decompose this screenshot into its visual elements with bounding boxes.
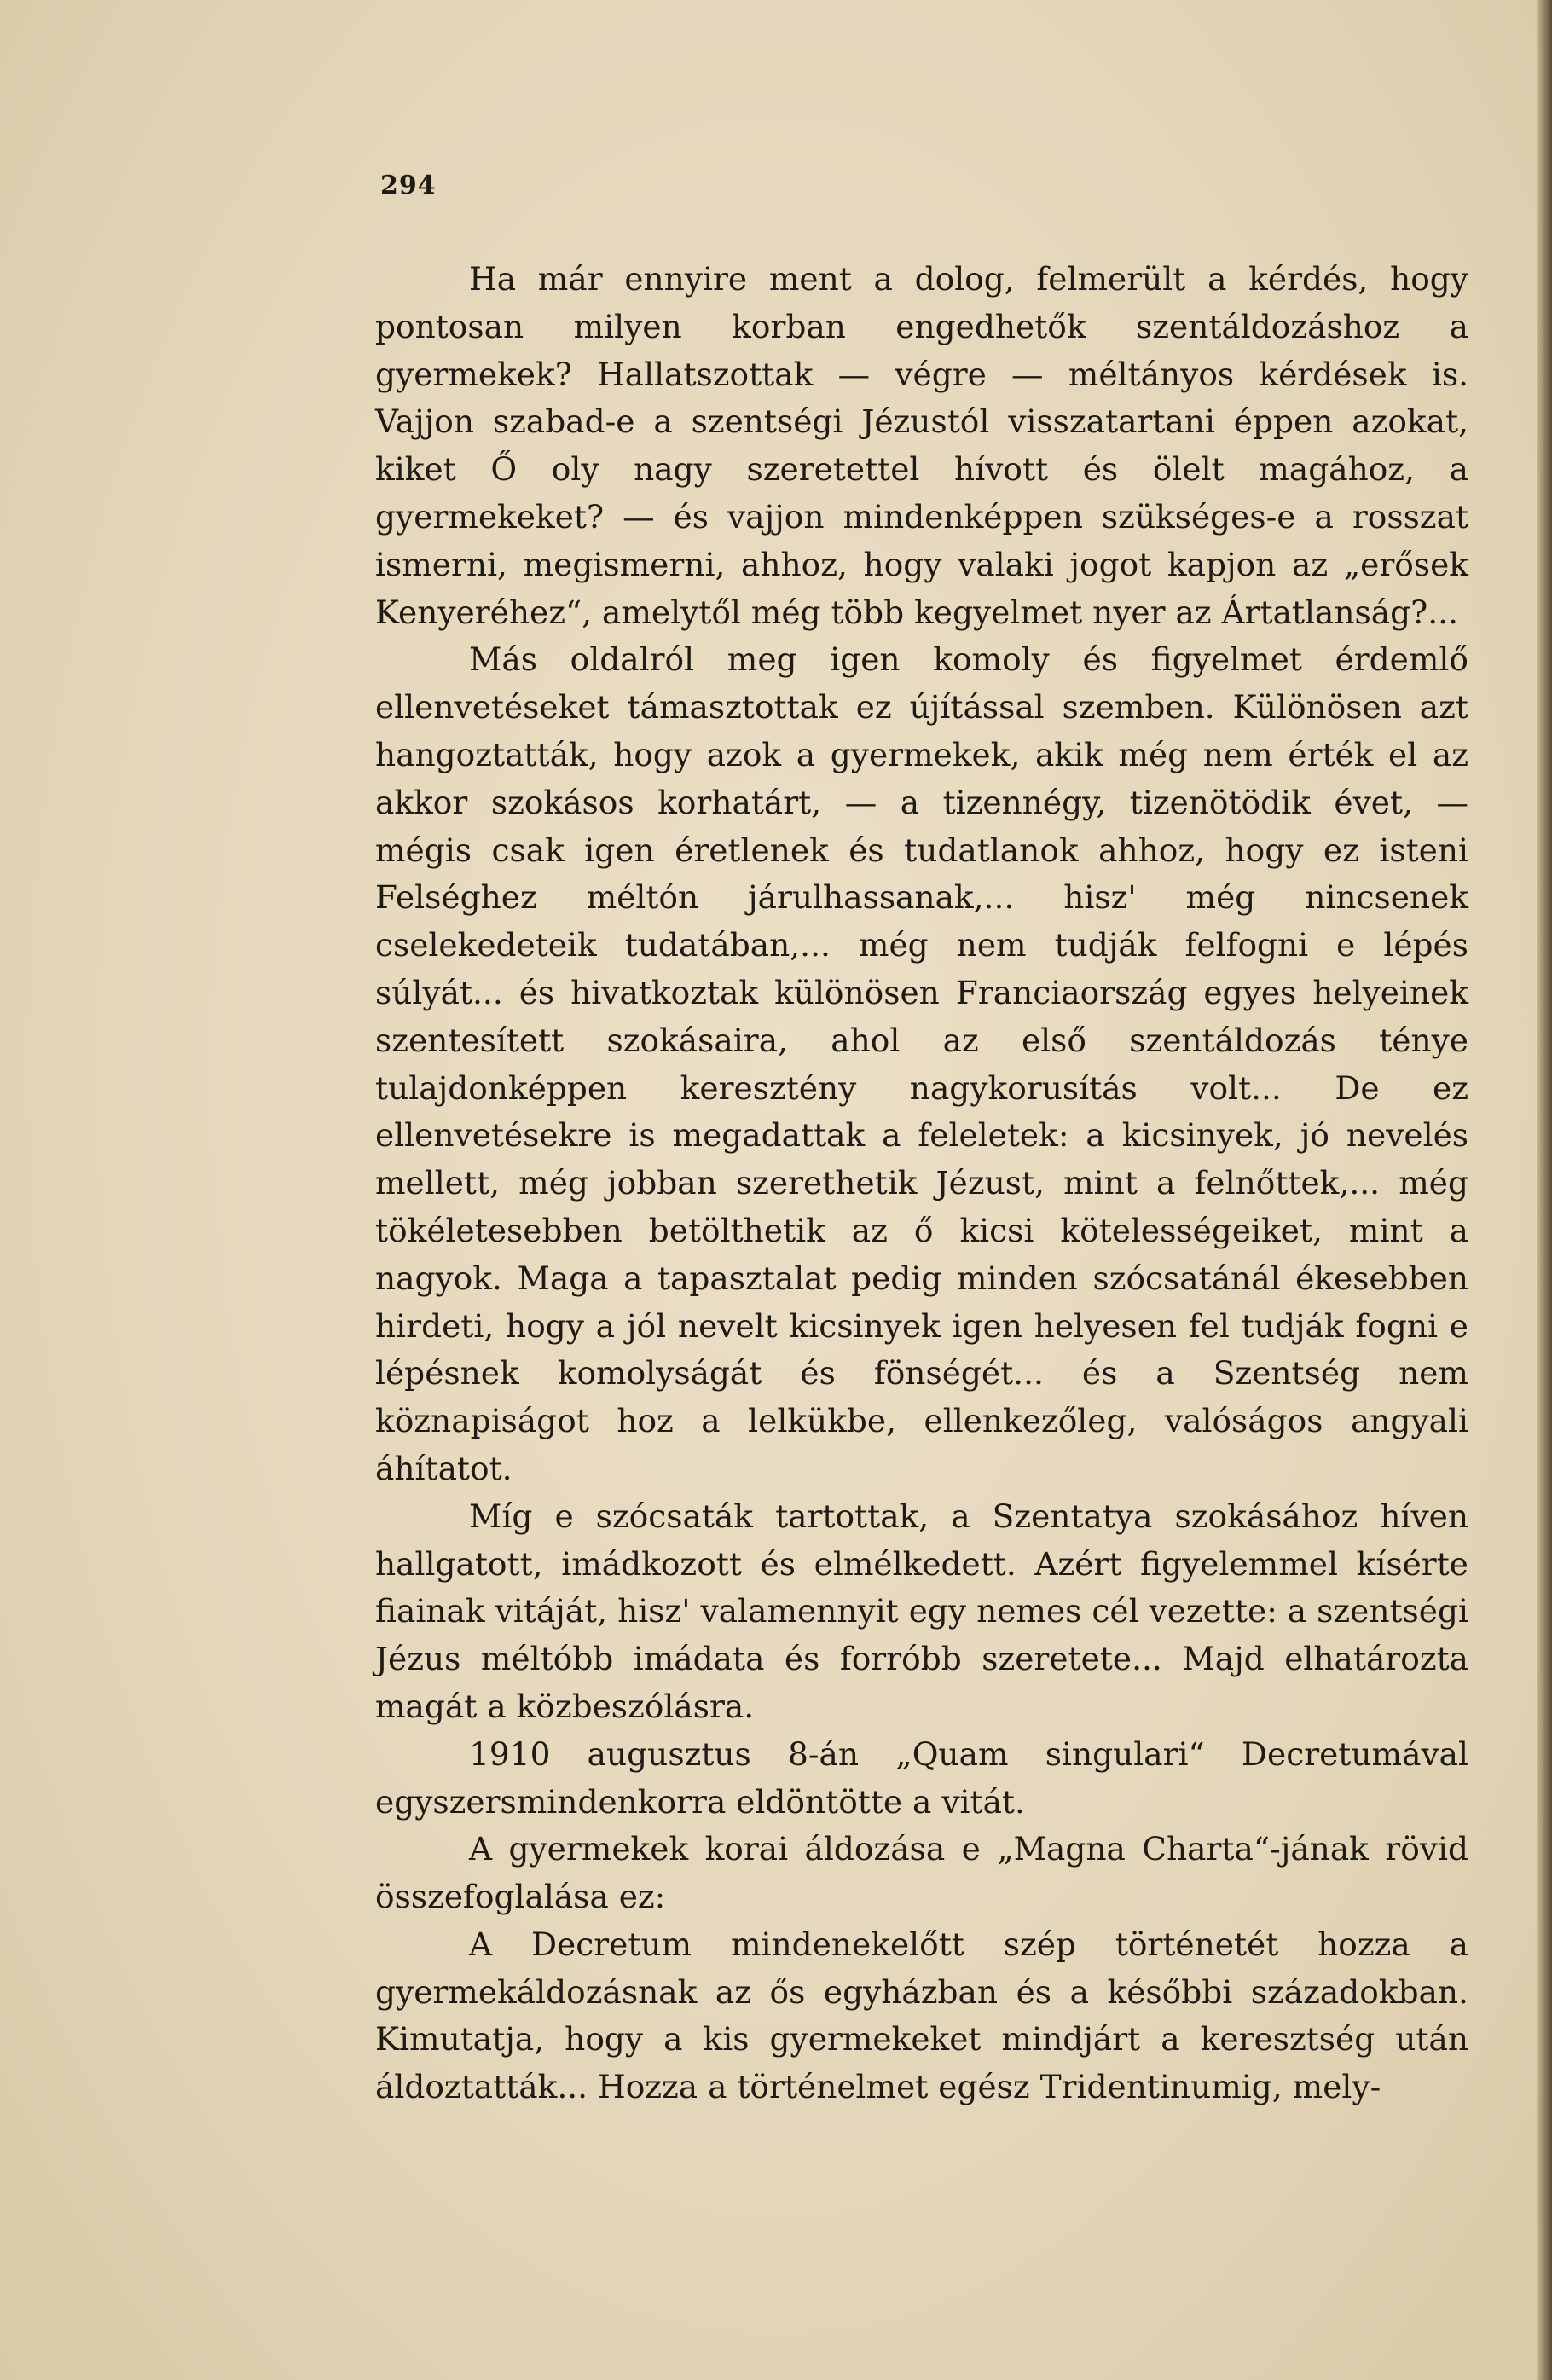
page-edge-shadow xyxy=(1537,0,1552,2380)
page-number: 294 xyxy=(380,171,437,200)
paragraph: A Decretum mindenekelőtt szép történetét hozza a gyermekáldozásnak az ős egyházban és a későbbi századokban. Kimutatja, hogy a kis gyermekeket mindjárt a keresztség után áldoztatták... Hozza a történelmet egész Tridentinumig, mely- xyxy=(375,1925,1468,2106)
body-text xyxy=(375,256,1468,2111)
paragraph: Ha már ennyire ment a dolog, felmerült a kérdés, hogy pontosan milyen korban engedhetők szentáldozáshoz a gyermekek? Hallatszottak — végre — méltányos kérdések is. Vajjon szabad-e a szentségi Jézustól visszatartani éppen azokat, kiket Ő oly nagy szeretettel hívott és ölelt magához, a gyermekeket? — és vajjon mindenképpen szükséges-e a rosszat ismerni, megismerni, ahhoz, hogy valaki jogot kapjon az „erősek Kenyeréhez“, amelytől még több kegyelmet nyer az Ártatlanság?... xyxy=(375,260,1468,631)
paragraph: Más oldalról meg igen komoly és figyelmet érdemlő ellenvetéseket támasztottak ez újítással szemben. Különösen azt hangoztatták, hogy azok a gyermekek, akik még nem érték el az akkor szokásos korhatárt, — a tizennégy, tizenötödik évet, — mégis csak igen éretlenek és tudatlanok ahhoz, hogy ez isteni Felséghez méltón járulhassanak,... hisz' még nincsenek cselekedeteik tudatában,... még nem tudják felfogni e lépés súlyát... és hivatkoztak különösen Franciaország egyes helyeinek szentesített szokásaira, ahol az első szentáldozás ténye tulajdonképpen keresztény nagykorusítás volt... De ez ellenvetésekre is megadattak a feleletek: a kicsinyek, jó nevelés mellett, még jobban szerethetik Jézust, mint a felnőttek,... még tökéletesebben betölthetik az ő kicsi kötelességeiket, mint a nagyok. Maga a tapasztalat pedig minden szócsatánál ékesebben hirdeti, hogy a jól nevelt kicsinyek igen helyesen fel tudják fogni e lépésnek komolyságát és fönségét... és a Szentség nem köznapiságot hoz a lelkükbe, ellenkezőleg, valóságos angyali áhítatot. xyxy=(375,640,1468,1487)
paragraph: A gyermekek korai áldozása e „Magna Charta“-jának rövid összefoglalása ez: xyxy=(375,1830,1468,1916)
paragraph: 1910 augusztus 8-án „Quam singulari“ Decretumával egyszersmindenkorra eldöntötte a vitát. xyxy=(375,1734,1468,1821)
paragraph: Míg e szócsaták tartottak, a Szentatya szokásához híven hallgatott, imádkozott és elmélkedett. Azért figyelemmel kísérte fiainak vitáját, hisz' valamennyit egy nemes cél vezette: a szentségi Jézus méltóbb imádata és forróbb szeretete... Majd elhatározta magát a közbeszólásra. xyxy=(375,1497,1468,1725)
